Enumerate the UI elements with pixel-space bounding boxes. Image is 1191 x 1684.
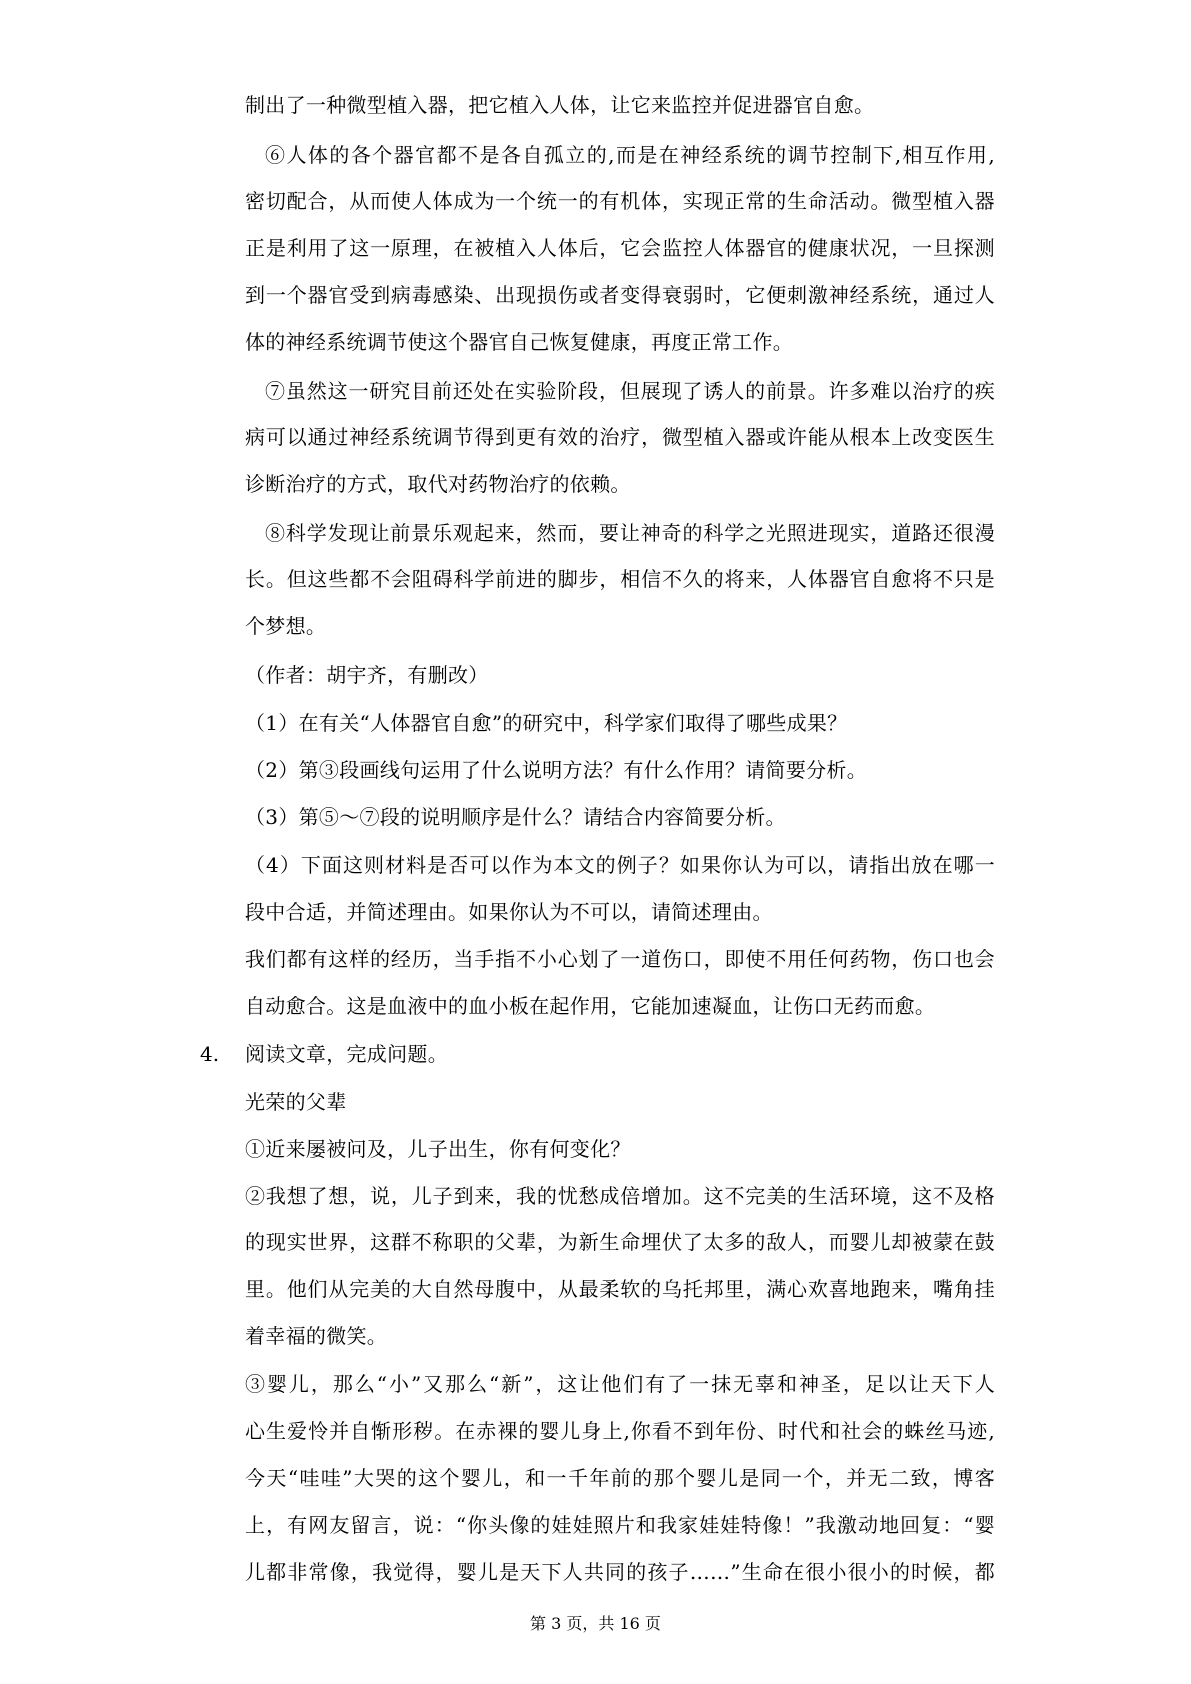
question-4: （4）下面这则材料是否可以作为本文的例子？如果你认为可以，请指出放在哪一 — [245, 853, 995, 877]
question-1: （1）在有关“人体器官自愈”的研究中，科学家们取得了哪些成果？ — [245, 711, 848, 735]
article-line: 里。他们从完美的大自然母腹中，从最柔软的乌托邦里，满心欢喜地跑来，嘴角挂 — [245, 1277, 995, 1301]
passage-line: ⑥人体的各个器官都不是各自孤立的,而是在神经系统的调节控制下,相互作用, — [265, 143, 995, 167]
article-line: ③婴儿，那么“小”又那么“新”，这让他们有了一抹无辜和神圣，足以让天下人 — [245, 1372, 995, 1396]
passage-line: 长。但这些都不会阻碍科学前进的脚步，相信不久的将来，人体器官自愈将不只是 — [245, 567, 995, 591]
passage-line: 个梦想。 — [245, 614, 327, 638]
page-number: 第 3 页，共 16 页 — [530, 1614, 661, 1633]
article-line: 上，有网友留言，说：“你头像的娃娃照片和我家娃娃特像！”我激动地回复：“婴 — [245, 1513, 995, 1537]
passage-line: 到一个器官受到病毒感染、出现损伤或者变得衰弱时，它便刺激神经系统，通过人 — [245, 283, 995, 307]
passage-line: 病可以通过神经系统调节得到更有效的治疗，微型植入器或许能从根本上改变医生 — [245, 425, 995, 449]
material-line: 自动愈合。这是血液中的血小板在起作用，它能加速凝血，让伤口无药而愈。 — [245, 994, 936, 1018]
question-2: （2）第③段画线句运用了什么说明方法？有什么作用？请简要分析。 — [245, 758, 868, 782]
passage-line: 正是利用了这一原理，在被植入人体后，它会监控人体器官的健康状况，一旦探测 — [245, 236, 995, 260]
author-note: （作者：胡宇齐，有删改） — [245, 663, 489, 687]
article-line: 的现实世界，这群不称职的父辈，为新生命埋伏了太多的敌人，而婴儿却被蒙在鼓 — [245, 1230, 995, 1254]
passage-line: ⑧科学发现让前景乐观起来，然而，要让神奇的科学之光照进现实，道路还很漫 — [265, 521, 995, 545]
passage-line: 体的神经系统调节使这个器官自己恢复健康，再度正常工作。 — [245, 330, 794, 354]
passage-line: 诊断治疗的方式，取代对药物治疗的依赖。 — [245, 472, 631, 496]
question-prompt: 阅读文章，完成问题。 — [245, 1042, 448, 1066]
passage-line: 密切配合，从而使人体成为一个统一的有机体，实现正常的生命活动。微型植入器 — [245, 189, 995, 213]
question-3: （3）第⑤～⑦段的说明顺序是什么？请结合内容简要分析。 — [245, 805, 786, 829]
article-line: 心生爱怜并自惭形秽。在赤裸的婴儿身上,你看不到年份、时代和社会的蛛丝马迹, — [245, 1419, 995, 1443]
material-line: 我们都有这样的经历，当手指不小心划了一道伤口，即使不用任何药物，伤口也会 — [245, 947, 995, 971]
question-4-cont: 段中合适，并简述理由。如果你认为不可以，请简述理由。 — [245, 900, 773, 924]
question-number: 4. — [200, 1042, 220, 1066]
article-line: 着幸福的微笑。 — [245, 1324, 388, 1348]
article-line: ②我想了想，说，儿子到来，我的忧愁成倍增加。这不完美的生活环境，这不及格 — [245, 1184, 995, 1208]
article-line: 今天“哇哇”大哭的这个婴儿，和一千年前的那个婴儿是同一个，并无二致，博客 — [245, 1466, 995, 1490]
passage-line: ⑦虽然这一研究目前还处在实验阶段，但展现了诱人的前景。许多难以治疗的疾 — [265, 379, 995, 403]
article-line: 儿都非常像，我觉得，婴儿是天下人共同的孩子……”生命在很小很小的时候，都 — [245, 1560, 995, 1584]
article-title: 光荣的父辈 — [245, 1090, 347, 1114]
passage-line: 制出了一种微型植入器，把它植入人体，让它来监控并促进器官自愈。 — [245, 93, 875, 117]
article-line: ①近来屡被问及，儿子出生，你有何变化？ — [245, 1137, 631, 1161]
